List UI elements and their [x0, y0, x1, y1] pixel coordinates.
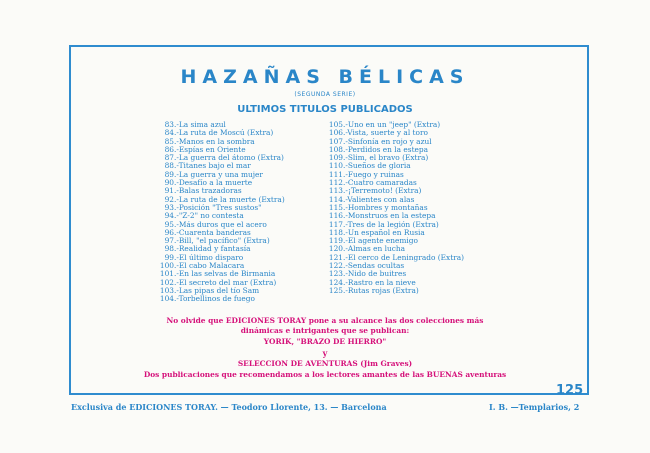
issue-title: .-Perdidos en la estepa — [343, 144, 429, 154]
issue-title: .-Monstruos en la estepa — [343, 211, 436, 221]
issue-number: 102 — [159, 277, 174, 287]
issue-title: .-Las pipas del tío Sam — [174, 285, 260, 295]
issue-title: .-Nido de buitres — [343, 269, 407, 279]
issue-title: .-Vista, suerte y al toro — [343, 128, 428, 138]
issue-number: 114 — [328, 194, 343, 204]
issue-title: .-Espías en Oriente — [174, 144, 246, 154]
issue-title: .-Sinfonía en rojo y azul — [343, 136, 432, 146]
footer-printer: I. B. —Templarios, 2 — [489, 402, 580, 412]
issue-title: .-El cabo Malacara — [174, 261, 245, 271]
issue-title: .-Valientes con alas — [343, 194, 415, 204]
issue-number: 106 — [328, 128, 343, 138]
issue-number: 105 — [328, 120, 343, 129]
issue-number: 88 — [164, 161, 174, 171]
issue-title: .-Más duros que el acero — [174, 219, 267, 229]
issue-number: 117 — [328, 219, 343, 229]
issue-title: .-Sueños de gloria — [343, 161, 411, 171]
issue-title: .-Bill, "el pacífico" (Extra) — [174, 236, 270, 246]
issue-number: 124 — [328, 277, 343, 287]
issue-title: .-La guerra del átomo (Extra) — [174, 153, 284, 163]
issue-number: 120 — [328, 244, 343, 254]
issue-number: 104 — [159, 294, 174, 304]
issue-title: .-Desafío a la muerte — [174, 178, 253, 188]
issue-title: .-El cerco de Leningrado (Extra) — [343, 252, 464, 262]
issue-title: .-Rastro en la nieve — [343, 277, 416, 287]
issue-title: .-Sendas ocultas — [343, 261, 405, 271]
promo-recommendation: Dos publicaciones que recomendamos a los lectores amantes de las BUENAS aventuras — [143, 370, 507, 379]
issue-number: 109 — [328, 153, 343, 163]
issue-title: .-Manos en la sombra — [174, 136, 255, 146]
issue-number: 92 — [164, 194, 174, 204]
issue-number: 96 — [164, 227, 174, 237]
issue-number: 93 — [164, 202, 174, 212]
issue-number: 115 — [328, 202, 343, 212]
issue-title: .-Un español en Rusia — [343, 227, 425, 237]
issue-number: 98 — [164, 244, 174, 254]
issue-title: .-Balas trazadoras — [174, 186, 242, 196]
issue-title: .-Hombres y montañas — [343, 202, 428, 212]
issue-number: 101 — [159, 269, 174, 279]
promo-collection-seleccion: SELECCION DE AVENTURAS (Jim Graves) — [237, 359, 413, 368]
issue-number: 118 — [328, 227, 343, 237]
issue-title: .-Cuarenta banderas — [174, 227, 251, 237]
issue-number: 108 — [328, 144, 343, 154]
issue-title: .-En las selvas de Birmania — [174, 269, 276, 279]
issue-title: .-¡Terremoto! (Extra) — [343, 186, 422, 196]
promo-line-2: dinámicas e intrigantes que se publican: — [240, 326, 410, 335]
issue-number: 121 — [328, 252, 343, 262]
issue-title: .-La guerra y una mujer — [174, 169, 263, 179]
issue-title: .-Fuego y ruinas — [343, 169, 404, 179]
issue-number: 86 — [164, 144, 174, 154]
issue-number: 85 — [164, 136, 174, 146]
promo-conjunction: y — [322, 348, 328, 358]
issue-number: 119 — [328, 236, 343, 246]
title-list-item — [326, 287, 516, 295]
issue-number: 107 — [328, 136, 343, 146]
issue-title: .-Almas en lucha — [343, 244, 406, 254]
series-title: HAZAÑAS BÉLICAS — [180, 66, 470, 88]
issue-number: 90 — [164, 178, 174, 188]
issue-title: .-Posición "Tres sustos" — [174, 202, 262, 212]
issue-title: .-La ruta de Moscú (Extra) — [174, 128, 274, 138]
issue-title: .-Rutas rojas (Extra) — [343, 285, 419, 295]
issue-number: 100 — [159, 261, 174, 271]
footer-publisher: Exclusiva de EDICIONES TORAY. — Teodoro Llorente, 13. — Barcelona — [71, 402, 387, 412]
issue-number: 125 — [328, 285, 343, 295]
promo-collection-yorik: YORIK, "BRAZO DE HIERRO" — [263, 337, 387, 346]
issue-number: 87 — [164, 153, 174, 163]
issue-number: 89 — [164, 169, 174, 179]
issue-title: .-La ruta de la muerte (Extra) — [174, 194, 285, 204]
issue-title: .-La sima azul — [174, 120, 226, 129]
issue-number: 99 — [164, 252, 174, 262]
issue-number: 97 — [164, 236, 174, 246]
issue-number: 113 — [328, 186, 343, 196]
issue-title: .-El secreto del mar (Extra) — [174, 277, 277, 287]
issue-title: .-El último disparo — [174, 252, 244, 262]
issue-number: 111 — [328, 169, 343, 179]
issue-title: .-Slim, el bravo (Extra) — [343, 153, 429, 163]
titles-list-left — [157, 121, 327, 304]
issue-title: .-El agente enemigo — [343, 236, 418, 246]
issue-number: 91 — [164, 186, 174, 196]
issue-number: 83 — [164, 120, 174, 129]
title-list-item — [157, 295, 327, 303]
page-number: 125 — [556, 383, 584, 398]
titles-list-right — [326, 121, 516, 295]
issue-number: 94 — [164, 211, 174, 221]
issue-number: 112 — [328, 178, 343, 188]
issue-title: .-Realidad y fantasía — [174, 244, 251, 254]
issue-number: 95 — [164, 219, 174, 229]
issue-title: .-Cuatro camaradas — [343, 178, 417, 188]
issue-number: 116 — [328, 211, 343, 221]
list-heading: ULTIMOS TITULOS PUBLICADOS — [237, 104, 413, 115]
issue-number: 84 — [164, 128, 174, 138]
promo-line-1: No olvide que EDICIONES TORAY pone a su alcance las dos colecciones más — [166, 316, 484, 325]
issue-number: 110 — [328, 161, 343, 171]
series-subtitle: (SEGUNDA SERIE) — [294, 91, 356, 98]
issue-title: .-Titanes bajo el mar — [174, 161, 251, 171]
issue-title: .-Uno en un "jeep" (Extra) — [343, 120, 441, 129]
issue-title: .-Tres de la legión (Extra) — [343, 219, 439, 229]
issue-title: .-Torbellinos de fuego — [174, 294, 255, 304]
issue-number: 123 — [328, 269, 343, 279]
issue-number: 103 — [159, 285, 174, 295]
issue-number: 122 — [328, 261, 343, 271]
issue-title: .-"Z-2" no contesta — [174, 211, 244, 221]
